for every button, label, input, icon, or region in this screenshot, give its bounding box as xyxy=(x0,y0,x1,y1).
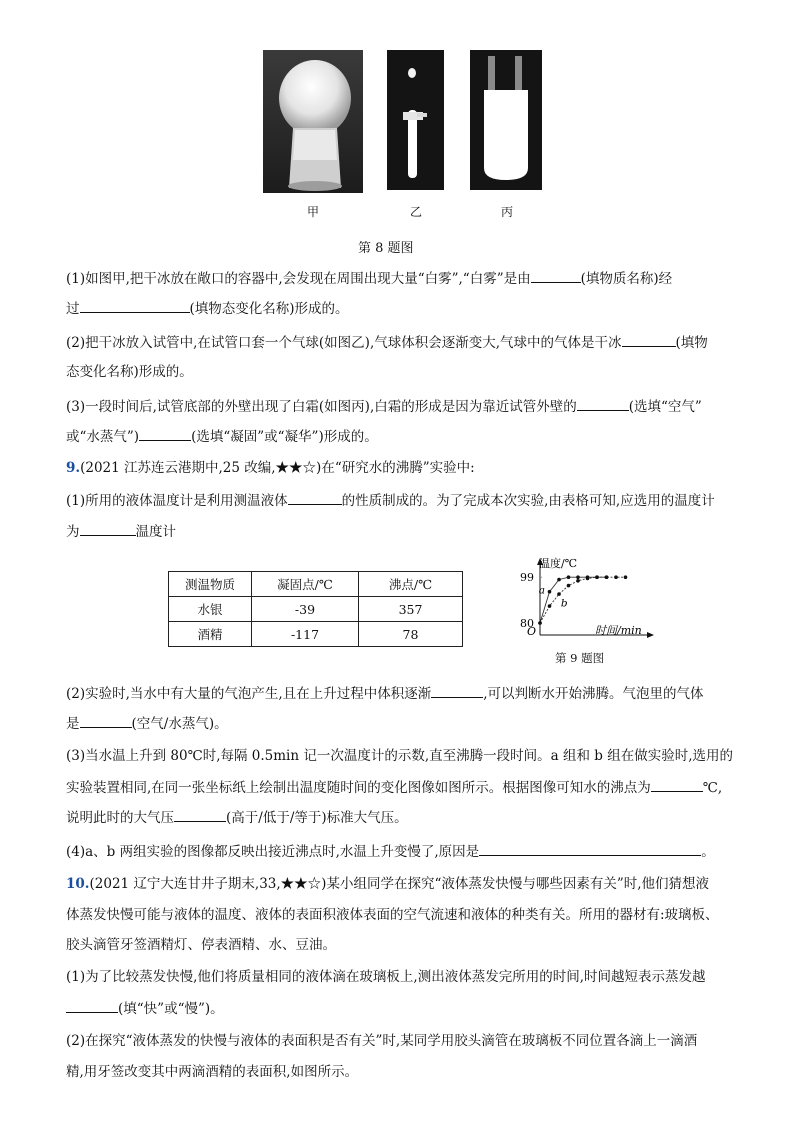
y-tick-80: 80 xyxy=(520,616,534,630)
data-point-b xyxy=(576,579,580,583)
q8-blank-5[interactable] xyxy=(139,426,191,441)
q9-part3-line2 xyxy=(66,777,722,798)
series-label-b: b xyxy=(560,597,568,610)
table-cell: 78 xyxy=(359,622,463,647)
q9-p4b: 。 xyxy=(701,844,715,860)
q9-part2-line2 xyxy=(66,713,228,734)
q8-p3b: (选填“空气” xyxy=(628,399,702,415)
origin-label: O xyxy=(527,625,537,638)
table-cell: 酒精 xyxy=(169,622,252,647)
table-header-cell: 凝固点/℃ xyxy=(252,572,359,597)
q9-p1d: 温度计 xyxy=(135,524,176,540)
y-tick-99: 99 xyxy=(520,571,534,585)
q8-p2a: (2)把干冰放入试管中,在试管口套一个气球(如图乙),气球体积会逐渐变大,气球中的气体是干冰 xyxy=(66,335,622,351)
q9-p2a: (2)实验时,当水中有大量的气泡产生,且在上升过程中体积逐渐 xyxy=(66,686,432,702)
table-header-cell: 测温物质 xyxy=(169,572,252,597)
series-line-a xyxy=(540,577,607,623)
q9-p1a: (1)所用的液体温度计是利用测温液体 xyxy=(66,493,288,509)
q9-p2b: ,可以判断水开始沸腾。气泡里的气体 xyxy=(483,686,704,702)
q10-number: 10. xyxy=(66,876,90,892)
q10-p2b: 精,用牙签改变其中两滴酒精的表面积,如图所示。 xyxy=(66,1064,359,1080)
q8-p2b: (填物 xyxy=(675,335,708,351)
table-header-cell: 沸点/℃ xyxy=(359,572,463,597)
data-point-b xyxy=(538,621,542,625)
table-cell: -39 xyxy=(252,597,359,622)
table-cell: -117 xyxy=(252,622,359,647)
q10-blank-1[interactable] xyxy=(66,998,118,1013)
q8-part2-line1 xyxy=(66,332,708,353)
data-point-a xyxy=(557,578,561,582)
q8-part2-line2 xyxy=(66,362,193,382)
q10-p1b: (填“快”或“慢”)。 xyxy=(118,1001,224,1017)
q9-p3b: 实验装置相同,在同一张坐标纸上绘制出温度随时间的变化图像如图所示。根据图像可知水的沸点为 xyxy=(66,780,651,796)
chart-series-layer xyxy=(538,575,627,624)
q10-p1a: (1)为了比较蒸发快慢,他们将质量相同的液体滴在玻璃板上,测出液体蒸发完所用的时间,时间越短表示蒸发越 xyxy=(66,969,706,985)
q8-p1c: 过 xyxy=(66,301,80,317)
q9-p1c: 为 xyxy=(66,524,80,540)
q9-p3d: 说明此时的大气压 xyxy=(66,810,174,826)
figure-8-photo-jia xyxy=(263,50,363,193)
q9-blank-2[interactable] xyxy=(80,521,136,536)
q10-part2-line1 xyxy=(66,1031,697,1051)
q10-part2-line2 xyxy=(66,1062,358,1082)
q9-p2c: 是 xyxy=(66,716,80,732)
q9-blank-3[interactable] xyxy=(431,683,483,698)
data-point-a xyxy=(567,575,571,579)
y-axis-label: 温度/℃ xyxy=(539,557,578,570)
q9-intro: (2021 江苏连云港期中,25 改编,★★☆)在“研究水的沸腾”实验中: xyxy=(80,460,475,476)
q8-part3-line2 xyxy=(66,426,378,447)
q9-part1-line1 xyxy=(66,490,715,511)
q8-p3a: (3)一段时间后,试管底部的外壁出现了白霜(如图丙),白霜的形成是因为靠近试管外壁的 xyxy=(66,399,577,415)
data-point-b xyxy=(567,584,571,588)
table-header-row xyxy=(169,572,463,597)
q8-blank-4[interactable] xyxy=(577,396,629,411)
table-cell: 357 xyxy=(359,597,463,622)
q8-part3-line1 xyxy=(66,396,702,417)
figure-8-label-yi: 乙 xyxy=(409,205,422,219)
figure-8-label-jia: 甲 xyxy=(306,205,319,219)
q9-p3c: ℃, xyxy=(702,780,723,796)
q9-blank-4[interactable] xyxy=(80,713,132,728)
series-label-a: a xyxy=(538,584,546,597)
q10-intro-line2 xyxy=(66,905,719,925)
table-row xyxy=(169,622,463,647)
q9-blank-7[interactable] xyxy=(479,841,701,856)
q9-part2-line1 xyxy=(66,683,704,704)
q8-p3d: (选填“凝固”或“凝华”)形成的。 xyxy=(191,429,378,445)
figure-9-caption: 第 9 题图 xyxy=(555,651,605,665)
q10-p0b: 体蒸发快慢可能与液体的温度、液体的表面积液体表面的空气流速和液体的种类有关。所用的器材有:玻璃板、 xyxy=(66,907,719,923)
q8-part1-line2 xyxy=(66,298,349,319)
q9-part4-line1 xyxy=(66,841,715,862)
q8-p1a: (1)如图甲,把干冰放在敞口的容器中,会发现在周围出现大量“白雾”,“白雾”是由 xyxy=(66,271,531,287)
q8-part1-line1 xyxy=(66,268,672,289)
figure-8-caption: 第 8 题图 xyxy=(358,241,414,256)
series-line-b xyxy=(540,577,626,623)
x-axis-label: 时间/min xyxy=(595,624,642,637)
q9-part3-line1 xyxy=(66,746,733,766)
q9-p3e: (高于/低于/等于)标准大气压。 xyxy=(226,810,408,826)
figure-8-label-bing: 丙 xyxy=(500,205,513,219)
q10-p2a: (2)在探究“液体蒸发的快慢与液体的表面积是否有关”时,某同学用胶头滴管在玻璃板不同位置各滴上一滴酒 xyxy=(66,1033,698,1049)
q8-p2c: 态变化名称)形成的。 xyxy=(66,364,193,380)
data-point-b xyxy=(557,592,561,596)
q8-p1b: (填物质名称)经 xyxy=(580,271,673,287)
x-axis-arrow xyxy=(647,632,654,638)
q9-p4a: (4)a、b 两组实验的图像都反映出接近沸点时,水温上升变慢了,原因是 xyxy=(66,844,480,860)
data-point-b xyxy=(586,577,590,581)
q10-part1-line2 xyxy=(66,998,224,1019)
q10-part1-line1 xyxy=(66,967,706,987)
q9-intro-line xyxy=(66,458,475,478)
figure-8-photo-bing xyxy=(470,50,542,190)
q10-intro-line1 xyxy=(66,874,709,894)
figure-8-photo-yi xyxy=(387,50,444,190)
q9-blank-1[interactable] xyxy=(288,490,342,505)
table-row xyxy=(169,597,463,622)
q9-p1b: 的性质制成的。为了完成本次实验,由表格可知,应选用的温度计 xyxy=(341,493,715,509)
data-point-b xyxy=(548,604,552,608)
q8-p3c: 或“水蒸气”) xyxy=(66,429,140,445)
data-point-b xyxy=(595,575,599,579)
q10-p0c: 胶头滴管牙签酒精灯、停表酒精、水、豆油。 xyxy=(66,937,336,953)
q8-blank-1[interactable] xyxy=(531,268,581,283)
q9-temperature-chart xyxy=(510,550,660,645)
q8-p1d: (填物态变化名称)形成的。 xyxy=(189,301,349,317)
data-point-b xyxy=(614,575,618,579)
q10-p0a: (2021 辽宁大连甘井子期末,33,★★☆)某小组同学在探究“液体蒸发快慢与哪些因素有关”时,他们猜想液 xyxy=(89,876,710,892)
data-point-b xyxy=(605,575,609,579)
q9-data-table xyxy=(168,571,463,647)
q9-p3a: (3)当水温上升到 80℃时,每隔 0.5min 记一次温度计的示数,直至沸腾一段时间。a 组和 b 组在做实验时,选用的 xyxy=(66,748,733,764)
data-point-b xyxy=(624,575,628,579)
q9-blank-5[interactable] xyxy=(651,777,703,792)
q8-blank-3[interactable] xyxy=(622,332,676,347)
data-point-a xyxy=(576,575,580,579)
q9-number: 9. xyxy=(66,460,81,476)
q9-blank-6[interactable] xyxy=(174,807,226,822)
q9-part3-line3 xyxy=(66,807,408,828)
q9-p2d: (空气/水蒸气)。 xyxy=(131,716,228,732)
data-point-a xyxy=(548,590,552,594)
q9-part1-line2 xyxy=(66,521,176,542)
q10-intro-line3 xyxy=(66,935,336,955)
q8-blank-2[interactable] xyxy=(80,298,190,313)
table-cell: 水银 xyxy=(169,597,252,622)
